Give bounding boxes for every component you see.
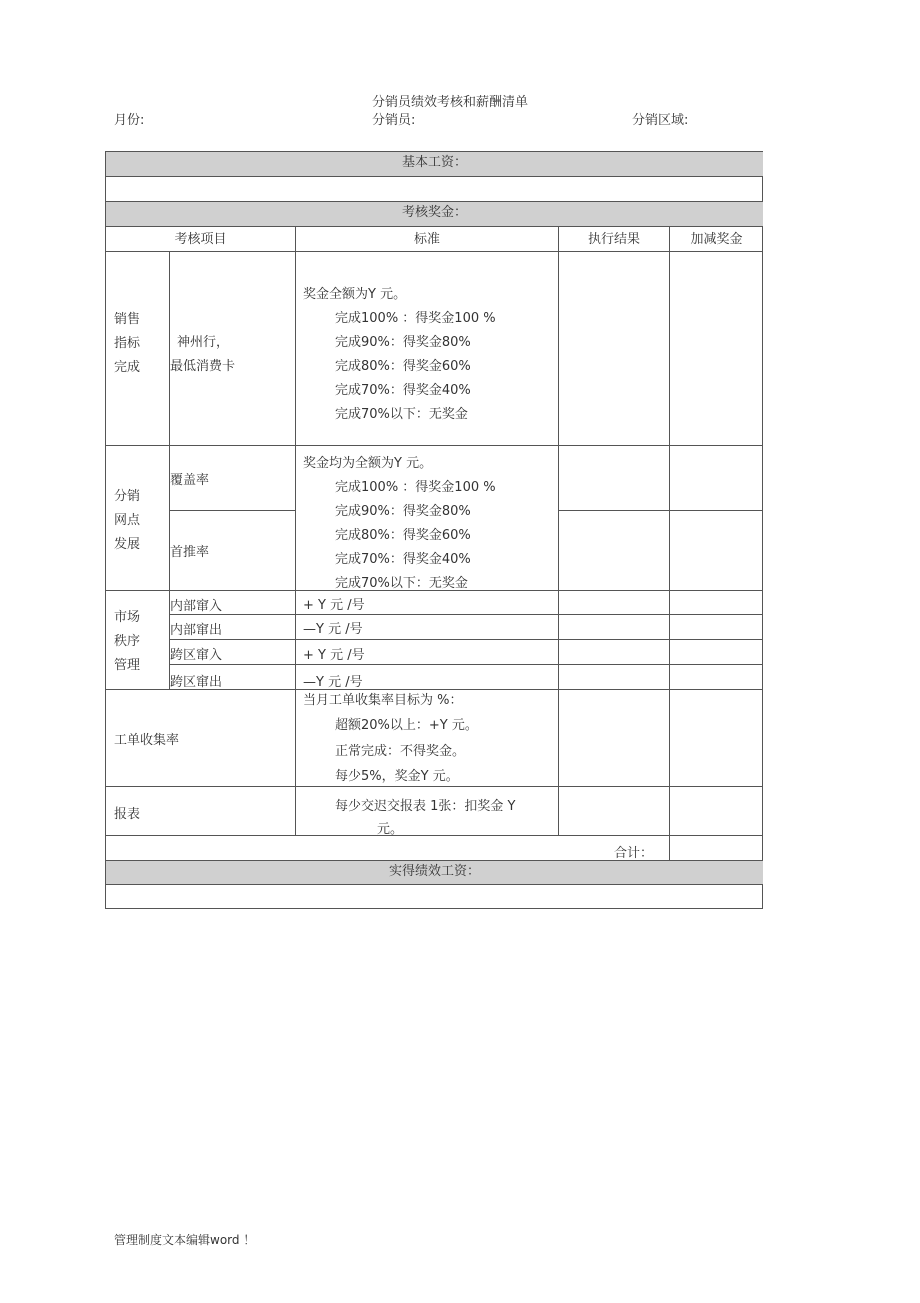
- coverage-rate-label: 覆盖率: [170, 473, 210, 488]
- month-label: 月份:: [114, 113, 145, 128]
- column-divider: [558, 227, 559, 835]
- sales-category-line: 指标: [114, 336, 141, 351]
- sales-item-line: 神州行，: [177, 335, 230, 350]
- row-divider: [558, 510, 763, 511]
- bonus-band: [106, 201, 763, 227]
- col-header-bonus: 加减奖金: [690, 232, 743, 247]
- column-divider: [669, 227, 670, 860]
- market-category-line: 市场: [114, 610, 141, 625]
- sales-standard-line: 完成70%以下：无奖金: [335, 407, 468, 422]
- sales-standard-line: 完成80%：得奖金60%: [335, 359, 471, 374]
- market-item: 内部窜出: [170, 623, 223, 638]
- network-standard-line: 完成70%：得奖金40%: [335, 552, 471, 567]
- row-divider: [169, 664, 763, 665]
- row-divider: [106, 786, 763, 787]
- sales-standard-line: 完成100% ：得奖金100 %: [335, 311, 496, 326]
- row-divider: [106, 251, 763, 252]
- collection-standard-line: 当月工单收集率目标为 %：: [303, 693, 463, 708]
- actual-salary-label: 实得绩效工资：: [388, 864, 480, 879]
- network-category-line: 网点: [114, 513, 141, 528]
- first-push-rate-label: 首推率: [170, 545, 210, 560]
- market-category-line: 管理: [114, 658, 141, 673]
- market-standard: —Y 元 /号: [303, 675, 363, 690]
- sales-standard-line: 奖金全额为Y 元。: [303, 287, 407, 302]
- market-standard: + Y 元 /号: [303, 648, 365, 663]
- total-label: 合计：: [614, 846, 654, 861]
- footer-note: 管理制度文本编辑word ！: [114, 1233, 256, 1247]
- col-header-standard: 标准: [413, 232, 440, 247]
- region-label: 分销区域:: [632, 113, 689, 128]
- actual-salary-band: [106, 860, 763, 885]
- market-standard: + Y 元 /号: [303, 598, 365, 613]
- salesperson-label: 分销员:: [372, 113, 416, 128]
- collection-rate-label: 工单收集率: [114, 733, 180, 748]
- row-divider: [106, 445, 763, 446]
- market-item: 跨区窜出: [170, 675, 223, 690]
- network-standard-line: 完成90%：得奖金80%: [335, 504, 471, 519]
- report-standard-line: 每少交迟交报表 1张：扣奖金 Y: [335, 799, 516, 814]
- market-item: 跨区窜入: [170, 648, 223, 663]
- network-category-line: 发展: [114, 537, 141, 552]
- network-category: [114, 485, 140, 557]
- sales-standard-line: 完成70%：得奖金40%: [335, 383, 471, 398]
- collection-standard-line: 每少5%，奖金Y 元。: [335, 769, 459, 784]
- market-item: 内部窜入: [170, 599, 223, 614]
- sales-category-line: 完成: [114, 360, 141, 375]
- column-divider: [295, 227, 296, 835]
- market-category-line: 秩序: [114, 634, 141, 649]
- row-divider: [169, 614, 763, 615]
- collection-standard-line: 超额20%以上：+Y 元。: [335, 718, 478, 733]
- row-divider: [169, 510, 295, 511]
- sales-category: [114, 308, 140, 380]
- sales-category-line: 销售: [114, 312, 141, 327]
- network-standard-line: 完成100% ：得奖金100 %: [335, 480, 496, 495]
- report-label: 报表: [114, 807, 141, 822]
- row-divider: [169, 639, 763, 640]
- market-standard: —Y 元 /号: [303, 622, 363, 637]
- document-title: 分销员绩效考核和薪酬清单: [372, 95, 529, 110]
- row-divider: [106, 835, 763, 836]
- sales-item-line: 最低消费卡: [170, 359, 236, 374]
- network-category-line: 分销: [114, 489, 141, 504]
- network-standard-line: 完成80%：得奖金60%: [335, 528, 471, 543]
- report-standard-line: 元。: [377, 822, 404, 837]
- network-standard-line: 奖金均为全额为Y 元。: [303, 456, 433, 471]
- base-salary-label: 基本工资：: [401, 155, 467, 170]
- col-header-result: 执行结果: [587, 232, 640, 247]
- collection-standard-line: 正常完成：不得奖金。: [335, 744, 466, 759]
- network-standard-line: 完成70%以下：无奖金: [335, 576, 468, 591]
- sales-standard-line: 完成90%：得奖金80%: [335, 335, 471, 350]
- bonus-label: 考核奖金：: [401, 205, 467, 220]
- base-salary-band: [106, 151, 763, 177]
- market-category: [114, 606, 140, 678]
- col-header-item: 考核项目: [174, 232, 227, 247]
